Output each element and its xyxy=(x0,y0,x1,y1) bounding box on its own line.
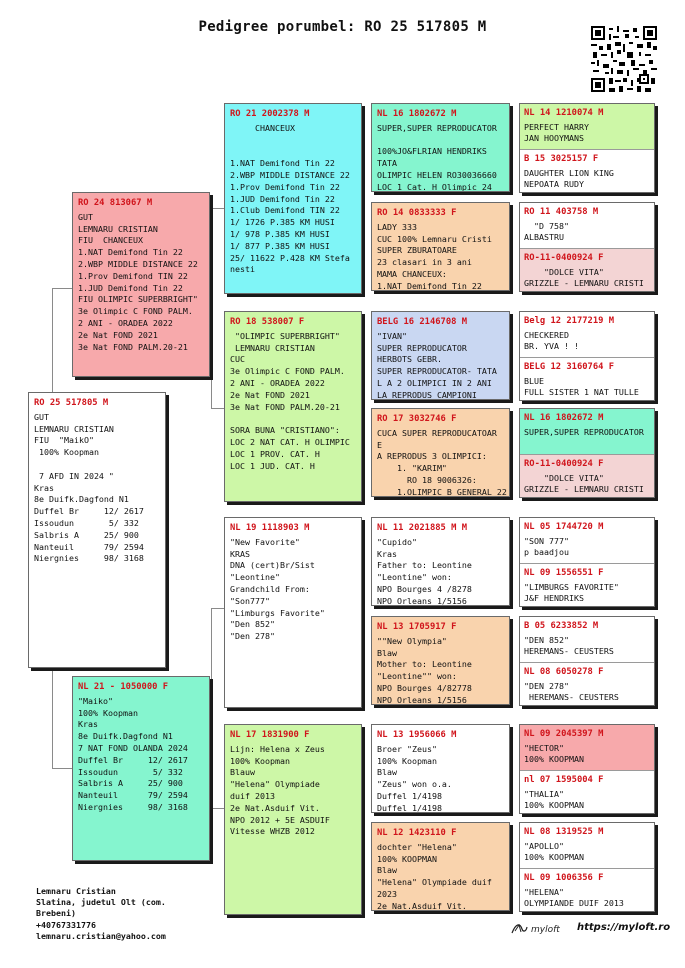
card-details: "LIMBURGS FAVORITE" J&F HENDRIKS xyxy=(524,581,619,603)
connector-line xyxy=(52,288,72,289)
grandparent-card xyxy=(224,311,362,502)
card-details: "DOLCE VITA" GRIZZLE - LEMNARU CRISTI xyxy=(524,472,644,494)
gen5-pair xyxy=(519,202,655,292)
card-details: "SON 777" p baadjou xyxy=(524,535,569,557)
gen5-pair xyxy=(519,822,655,912)
ring-number: NL 09 1006356 F xyxy=(524,873,604,883)
ring-number: NL 11 2021885 M M xyxy=(377,523,468,533)
ancestor-card xyxy=(520,104,654,149)
ring-number: RO 14 0833333 F xyxy=(377,208,457,218)
ring-number: NL 13 1956066 M xyxy=(377,730,457,740)
ancestor-card xyxy=(520,823,654,868)
great-grandparent-card xyxy=(371,311,510,400)
subject-card xyxy=(28,392,166,668)
ring-number: NL 21 - 1050000 F xyxy=(78,682,169,692)
grandparent-card xyxy=(224,103,362,294)
card-details: "OLIMPIC SUPERBRIGHT" LEMNARU CRISTIAN CUC 3e Olimpic C FOND PALM. 2 ANI - ORADEA 2022 2e Nat FOND 2021 3e Nat FOND PALM.20-21 SORA BUNA "CRISTIANO": LOC 2 NAT CAT. H OLIMPIC LOC 1 PROV. CAT. H LOC 1 JUD. CAT. H xyxy=(230,330,350,471)
connector-line xyxy=(211,808,224,809)
ancestor-card xyxy=(520,409,654,454)
ring-number: RO 25 517805 M xyxy=(34,398,109,408)
ring-number: RO 24 813067 M xyxy=(78,198,153,208)
gen5-pair xyxy=(519,517,655,607)
card-details: "THALIA" 100% KOOPMAN xyxy=(524,788,584,810)
gen5-pair xyxy=(519,616,655,706)
gen5-pair xyxy=(519,103,655,193)
ring-number: NL 08 1319525 M xyxy=(524,827,604,837)
ring-number: NL 08 6050278 F xyxy=(524,667,604,677)
card-details: SUPER,SUPER REPRODUCATOR xyxy=(524,426,644,437)
ancestor-card xyxy=(520,868,654,912)
ring-number: NL 12 1423110 F xyxy=(377,828,457,838)
ancestor-card xyxy=(520,454,654,498)
ancestor-card xyxy=(520,203,654,248)
ring-number: RO 11 403758 M xyxy=(524,207,599,217)
card-details: Broer "Zeus" 100% Koopman Blaw "Zeus" won o.a. Duffel 1/4198 Duffel 1/4198 xyxy=(377,743,452,813)
ancestor-card xyxy=(520,149,654,193)
ring-number: B 15 3025157 F xyxy=(524,154,599,164)
ring-number: NL 05 1744720 M xyxy=(524,522,604,532)
card-details: SUPER,SUPER REPRODUCATOR 100%JO&FLRIAN HENDRIKS TATA OLIMPIC HELEN RO30036660 LOC 1 Cat. H Olimpic 24 xyxy=(377,122,497,192)
ancestor-card xyxy=(520,518,654,563)
ring-number: BELG 12 3160764 F xyxy=(524,362,615,372)
great-grandparent-card xyxy=(371,616,510,705)
ring-number: NL 16 1802672 M xyxy=(524,413,604,423)
great-grandparent-card xyxy=(371,724,510,813)
card-details: DAUGHTER LION KING NEPOATA RUDY xyxy=(524,167,614,189)
ring-number: RO-11-0400924 F xyxy=(524,253,604,263)
card-details: "DOLCE VITA" GRIZZLE - LEMNARU CRISTI xyxy=(524,266,644,288)
ancestor-card xyxy=(520,248,654,292)
page-title: Pedigree porumbel: RO 25 517805 M xyxy=(198,19,487,35)
ancestor-card xyxy=(520,725,654,770)
card-details: CHECKERED BR. YVA ! ! xyxy=(524,329,579,351)
ring-number: RO 21 2002378 M xyxy=(230,109,310,119)
great-grandparent-card xyxy=(371,822,510,911)
ancestor-card xyxy=(520,617,654,662)
ancestor-card xyxy=(520,312,654,357)
card-details: GUT LEMNARU CRISTIAN FIU CHANCEUX 1.NAT Demifond Tin 22 2.WBP MIDDLE DISTANCE 22 1.Prov Demifond TIN 22 1.JUD Demifond Tin 22 FIU OLIMPIC SUPERBRIGHT" 3e Olimpic C FOND PALM. 2 ANI - ORADEA 2022 2e Nat FOND 2021 3e Nat FOND PALM.20-21 xyxy=(78,211,198,352)
card-details: Lijn: Helena x Zeus 100% Koopman Blauw "Helena" Olympiade duif 2013 2e Nat.Asduif Vit. NPO 2012 + 5E ASDUIF Vitesse WHZB 2012 xyxy=(230,743,330,837)
gen5-pair xyxy=(519,311,655,401)
card-details: "Cupido" Kras Father to: Leontine "Leontine" won: NPO Bourges 4 /8278 NPO Orleans 1/5156 xyxy=(377,536,472,606)
sire-card xyxy=(72,192,210,377)
gen5-pair xyxy=(519,724,655,814)
ring-number: BELG 16 2146708 M xyxy=(377,317,468,327)
card-details: "D 758" ALBASTRU xyxy=(524,220,569,242)
ring-number: B 05 6233852 M xyxy=(524,621,599,631)
connector-line xyxy=(52,768,72,769)
ancestor-card xyxy=(520,770,654,814)
card-details: GUT LEMNARU CRISTIAN FIU "MaikO" 100% Koopman 7 AFD IN 2024 " Kras 8e Duifk.Dagfond N1 Duffel Br 12/ 2617 Issoudun 5/ 332 Salbris A 25/ 900 Nanteuil 79/ 2594 Niergnies 98/ 3168 xyxy=(34,411,144,564)
ring-number: NL 17 1831900 F xyxy=(230,730,310,740)
connector-line xyxy=(211,608,212,808)
great-grandparent-card xyxy=(371,103,510,192)
ring-number: RO 18 538007 F xyxy=(230,317,305,327)
great-grandparent-card xyxy=(371,202,510,291)
ring-number: NL 14 1210074 M xyxy=(524,108,604,118)
card-details: PERFECT HARRY JAN HOOYMANS xyxy=(524,121,589,143)
card-details: "New Favorite" KRAS DNA (cert)Br/Sist "Leontine" Grandchild From: "Son777" "Limburgs Favorite" "Den 852" "Den 278" xyxy=(230,536,325,642)
connector-line xyxy=(52,668,53,768)
card-details: "APOLLO" 100% KOOPMAN xyxy=(524,840,584,862)
logo-text: myloft xyxy=(531,925,560,935)
card-details: LADY 333 CUC 100% Lemnaru Cristi SUPER ZBURATOARE 23 clasari in 3 ani MAMA CHANCEUX: 1.NAT Demifond Tin 22 xyxy=(377,221,492,291)
ring-number: NL 09 2045397 M xyxy=(524,729,604,739)
card-details: dochter "Helena" 100% KOOPMAN Blaw "Helena" Olympiade duif 2023 2e Nat.Asduif Vit. xyxy=(377,841,492,911)
card-details: "DEN 278" HEREMANS- CEUSTERS xyxy=(524,680,619,702)
connector-line xyxy=(52,288,53,392)
ancestor-card xyxy=(520,563,654,607)
qr-code xyxy=(591,26,657,92)
card-details: "DEN 852" HEREMANS- CEUSTERS xyxy=(524,634,614,656)
ring-number: RO-11-0400924 F xyxy=(524,459,604,469)
gen5-pair xyxy=(519,408,655,498)
website-link[interactable]: https://myloft.ro xyxy=(577,922,671,933)
connector-line xyxy=(211,608,224,609)
dam-card xyxy=(72,676,210,861)
ancestor-card xyxy=(520,662,654,706)
connector-line xyxy=(211,408,224,409)
myloft-logo xyxy=(510,919,572,939)
great-grandparent-card xyxy=(371,517,510,606)
card-details: "IVAN" SUPER REPRODUCATOR HERBOTS GEBR. SUPER REPRODUCATOR- TATA L A 2 OLIMPICI IN 2 ANI LA REPRODUS CAMPIONI xyxy=(377,330,497,400)
card-details: ""New Olympia" Blaw Mother to: Leontine "Leontine"" won: NPO Bourges 4/82778 NPO Orleans 1/5156 xyxy=(377,635,472,705)
owner-contact: Lemnaru Cristian Slatina, judetul Olt (com. Brebeni) +40767331776 lemnaru.cristian@yahoo.com xyxy=(36,886,166,941)
card-details: BLUE FULL SISTER 1 NAT TULLE xyxy=(524,375,639,397)
ring-number: NL 19 1118903 M xyxy=(230,523,310,533)
ancestor-card xyxy=(520,357,654,401)
card-details: "HELENA" OLYMPIANDE DUIF 2013 xyxy=(524,886,624,908)
grandparent-card xyxy=(224,517,362,708)
connector-line xyxy=(211,208,224,209)
ring-number: NL 09 1556551 F xyxy=(524,568,604,578)
great-grandparent-card xyxy=(371,408,510,497)
ring-number: nl 07 1595004 F xyxy=(524,775,604,785)
card-details: CUCA SUPER REPRODUCATOAR E A REPRODUS 3 OLIMPICI: 1. "KARIM" RO 18 9006326: 1.OLIMPIC B GENERAL 22 xyxy=(377,427,507,497)
ring-number: NL 13 1705917 F xyxy=(377,622,457,632)
card-details: "HECTOR" 100% KOOPMAN xyxy=(524,742,584,764)
ring-number: Belg 12 2177219 M xyxy=(524,316,615,326)
card-details: CHANCEUX 1.NAT Demifond Tin 22 2.WBP MIDDLE DISTANCE 22 1.Prov Demifond Tin 22 1.JUD Demifond Tin 22 1.Club Demifond TIN 22 1/ 1726 P.385 KM HUSI 1/ 978 P.385 KM HUSI 1/ 877 P.385 KM HUSI 25/ 11622 P.428 KM Stefa nesti xyxy=(230,122,350,275)
card-details: "Maiko" 100% Koopman Kras 8e Duifk.Dagfond N1 7 NAT FOND OLANDA 2024 Duffel Br 12/ 2617 Issoudun 5/ 332 Salbris A 25/ 900 Nanteuil 79/ 2594 Niergnies 98/ 3168 xyxy=(78,695,188,812)
connector-line xyxy=(211,208,212,408)
ring-number: NL 16 1802672 M xyxy=(377,109,457,119)
ring-number: RO 17 3032746 F xyxy=(377,414,457,424)
grandparent-card xyxy=(224,724,362,915)
